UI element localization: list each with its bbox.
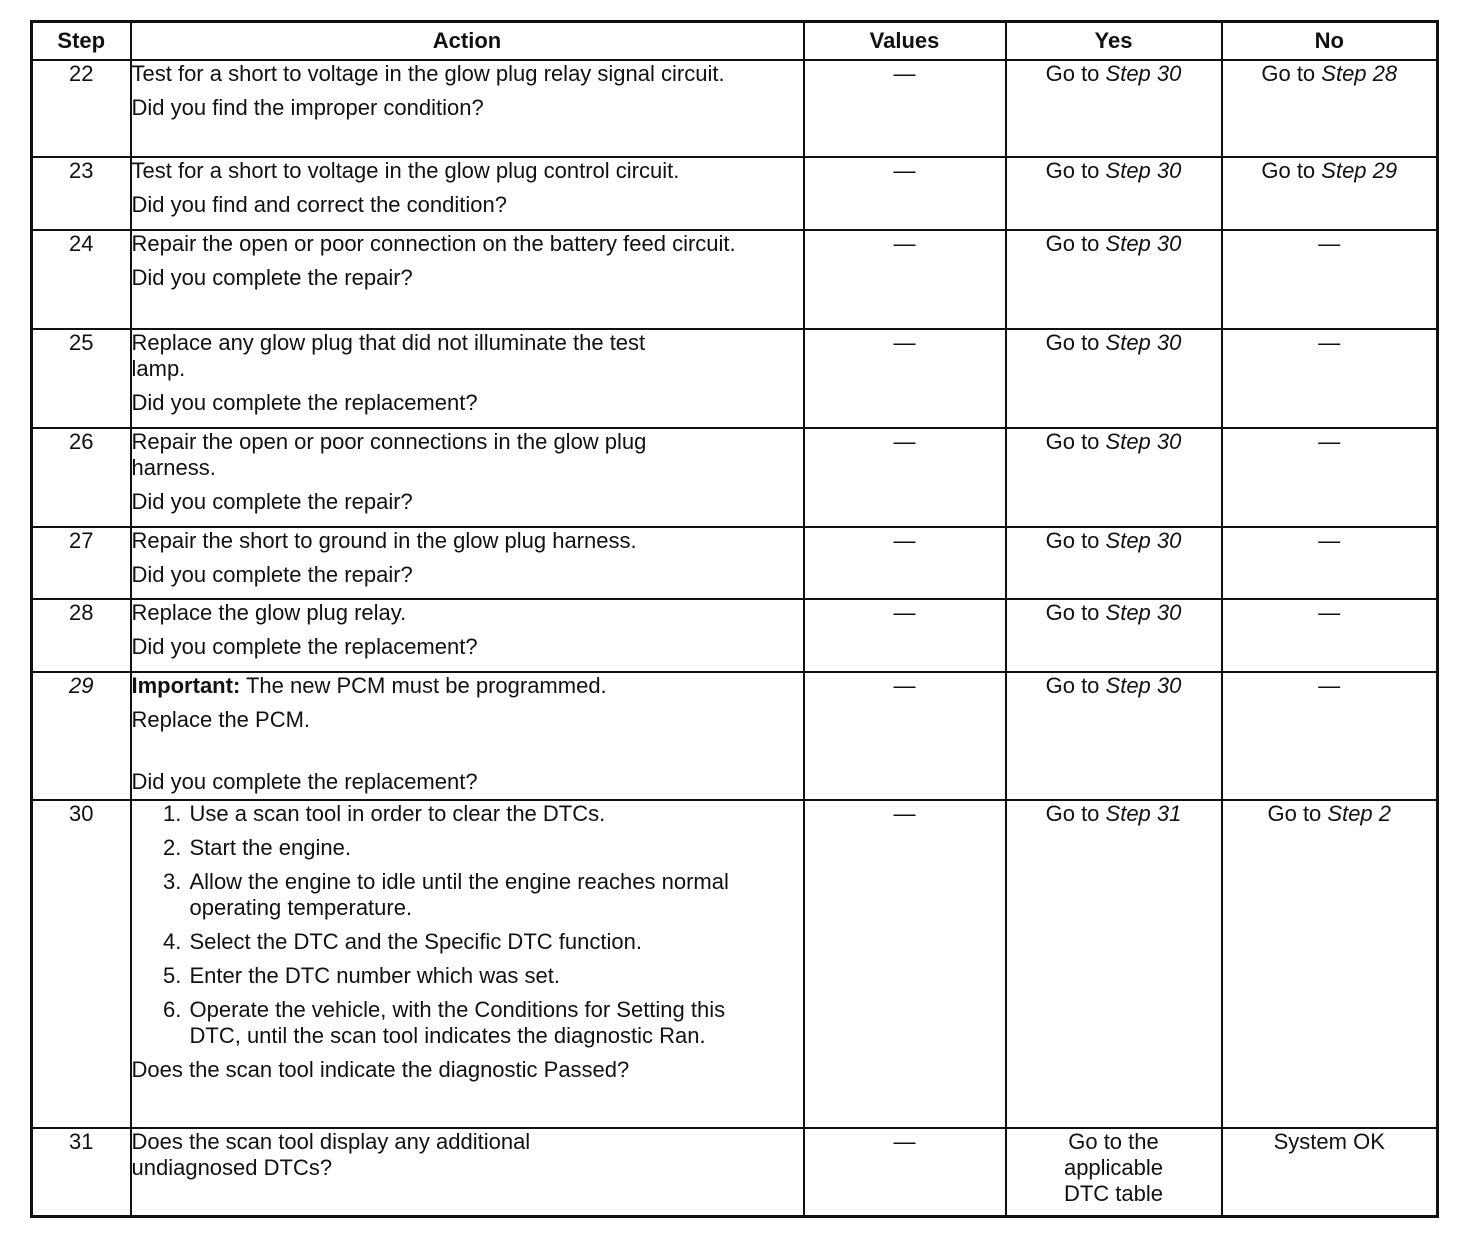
diagnostic-table [30, 20, 1439, 1218]
yes-cell [1006, 157, 1222, 230]
list-item: 6. Operate the vehicle, with the Conditions for Setting this DTC, until the scan tool indicates the diagnostic Ran. [188, 997, 760, 1049]
goto-target: Step 30 [1105, 673, 1182, 698]
yes-goto [1007, 600, 1221, 626]
table-row [32, 527, 1438, 599]
action-cell [131, 157, 804, 230]
yes-goto [1007, 61, 1221, 87]
no-cell: — [1222, 329, 1438, 428]
goto-target: Step 29 [1321, 158, 1398, 183]
step-label: 31 [69, 1129, 94, 1154]
important-note [132, 673, 803, 699]
step-number [32, 599, 131, 672]
action-question: Did you complete the replacement? [131, 769, 478, 794]
goto-prefix: Go to [1267, 801, 1328, 826]
yes-line: Go to the [1068, 1129, 1159, 1154]
values-cell: — [804, 599, 1006, 672]
step-label: 30 [69, 801, 94, 826]
table-row [32, 599, 1438, 672]
no-cell [1222, 800, 1438, 1128]
step-number [32, 672, 131, 800]
action-text: Repair the open or poor connection on the battery feed circuit. [131, 231, 736, 256]
action-text: Replace any glow plug that did not illuminate the test lamp. [131, 330, 646, 381]
list-item: 2. Start the engine. [188, 835, 803, 861]
no-cell: — [1222, 527, 1438, 599]
yes-goto [1007, 801, 1221, 827]
goto-target: Step 30 [1105, 231, 1182, 256]
goto-prefix: Go to [1261, 158, 1322, 183]
action-cell [131, 329, 804, 428]
step-label: 26 [69, 429, 94, 454]
table-row [32, 329, 1438, 428]
action-cell [131, 527, 804, 599]
action-question: Does the scan tool display any additional undiagnosed DTCs? [131, 1129, 531, 1180]
goto-target: Step 30 [1105, 158, 1182, 183]
yes-cell [1006, 329, 1222, 428]
goto-prefix: Go to [1045, 330, 1106, 355]
no-goto [1223, 158, 1437, 184]
list-item: 3. Allow the engine to idle until the engine reaches normal operating temperature. [188, 869, 730, 921]
values-cell: — [804, 527, 1006, 599]
action-text: Test for a short to voltage in the glow plug control circuit. [131, 158, 680, 183]
table-row [32, 157, 1438, 230]
values-cell: — [804, 230, 1006, 329]
values-cell: — [804, 428, 1006, 527]
action-cell [131, 599, 804, 672]
yes-goto [1007, 528, 1221, 554]
goto-target: Step 28 [1321, 61, 1398, 86]
header-yes: Yes [1006, 22, 1222, 61]
list-item: 1. Use a scan tool in order to clear the DTCs. [188, 801, 803, 827]
values-cell: — [804, 1128, 1006, 1216]
action-text: Repair the open or poor connections in the glow plug harness. [131, 429, 647, 480]
step-label: 23 [69, 158, 94, 183]
table-row [32, 428, 1438, 527]
values-cell: — [804, 329, 1006, 428]
goto-target: Step 31 [1105, 801, 1182, 826]
important-text: The new PCM must be programmed. [240, 673, 607, 698]
header-values: Values [804, 22, 1006, 61]
action-question: Does the scan tool indicate the diagnostic Passed? [131, 1057, 630, 1082]
table-row [32, 60, 1438, 157]
yes-cell [1006, 527, 1222, 599]
goto-prefix: Go to [1045, 61, 1106, 86]
yes-cell [1006, 230, 1222, 329]
yes-cell [1006, 428, 1222, 527]
action-question: Did you complete the repair? [131, 489, 413, 514]
no-cell: — [1222, 428, 1438, 527]
header-no: No [1222, 22, 1438, 61]
header-action: Action [131, 22, 804, 61]
action-text: Replace the glow plug relay. [131, 600, 407, 625]
goto-prefix: Go to [1045, 231, 1106, 256]
goto-target: Step 30 [1105, 429, 1182, 454]
goto-prefix: Go to [1261, 61, 1322, 86]
yes-goto [1007, 158, 1221, 184]
no-cell: — [1222, 599, 1438, 672]
yes-goto [1007, 330, 1221, 356]
goto-prefix: Go to [1045, 429, 1106, 454]
action-cell [131, 800, 804, 1128]
yes-cell [1006, 599, 1222, 672]
action-cell [131, 672, 804, 800]
values-cell: — [804, 157, 1006, 230]
step-number [32, 157, 131, 230]
document-page [30, 20, 1436, 1218]
step-number [32, 329, 131, 428]
goto-target: Step 30 [1105, 330, 1182, 355]
goto-target: Step 2 [1327, 801, 1392, 826]
no-cell [1222, 1128, 1438, 1216]
goto-prefix: Go to [1045, 158, 1106, 183]
no-result: System OK [1273, 1129, 1385, 1154]
no-goto [1223, 801, 1437, 827]
goto-target: Step 30 [1105, 61, 1182, 86]
step-number [32, 230, 131, 329]
step-label: 22 [69, 61, 94, 86]
action-cell [131, 1128, 804, 1216]
action-question: Did you complete the replacement? [131, 390, 478, 415]
yes-line: applicable [1063, 1155, 1164, 1180]
action-text: Repair the short to ground in the glow plug harness. [131, 528, 637, 553]
procedure-list [132, 801, 803, 1049]
yes-cell [1006, 1128, 1222, 1216]
action-cell [131, 428, 804, 527]
step-label: 25 [69, 330, 94, 355]
goto-target: Step 30 [1105, 528, 1182, 553]
step-number [32, 60, 131, 157]
goto-target: Step 30 [1105, 600, 1182, 625]
action-question: Did you complete the repair? [131, 562, 413, 587]
goto-prefix: Go to [1045, 600, 1106, 625]
yes-cell [1006, 800, 1222, 1128]
no-cell [1222, 157, 1438, 230]
step-label: 29 [69, 673, 94, 698]
values-cell: — [804, 60, 1006, 157]
action-question: Did you find the improper condition? [131, 95, 484, 120]
action-question: Did you complete the repair? [131, 265, 413, 290]
values-cell: — [804, 672, 1006, 800]
table-header-row [32, 22, 1438, 61]
table-row [32, 800, 1438, 1128]
goto-prefix: Go to [1045, 673, 1106, 698]
values-cell: — [804, 800, 1006, 1128]
action-cell [131, 230, 804, 329]
step-label: 24 [69, 231, 94, 256]
action-text: Replace the PCM. [131, 707, 311, 732]
action-text: Test for a short to voltage in the glow plug relay signal circuit. [131, 61, 725, 86]
no-goto [1223, 61, 1437, 87]
step-label: 27 [69, 528, 94, 553]
spacer [132, 741, 803, 769]
action-question: Did you find and correct the condition? [131, 192, 507, 217]
table-row [32, 230, 1438, 329]
step-number [32, 428, 131, 527]
yes-cell [1006, 672, 1222, 800]
goto-prefix: Go to [1045, 528, 1106, 553]
step-label: 28 [69, 600, 94, 625]
important-label: Important: [131, 673, 241, 698]
step-number [32, 800, 131, 1128]
no-cell: — [1222, 230, 1438, 329]
step-number [32, 527, 131, 599]
list-item: 4. Select the DTC and the Specific DTC function. [188, 929, 803, 955]
action-question: Did you complete the replacement? [131, 634, 478, 659]
table-row [32, 1128, 1438, 1216]
header-step: Step [32, 22, 131, 61]
yes-cell [1006, 60, 1222, 157]
table-row [32, 672, 1438, 800]
step-number [32, 1128, 131, 1216]
yes-line: DTC table [1063, 1181, 1164, 1206]
list-item: 5. Enter the DTC number which was set. [188, 963, 803, 989]
no-cell: — [1222, 672, 1438, 800]
yes-goto [1007, 673, 1221, 699]
action-cell [131, 60, 804, 157]
no-cell [1222, 60, 1438, 157]
goto-prefix: Go to [1045, 801, 1106, 826]
yes-goto [1007, 429, 1221, 455]
yes-goto [1007, 231, 1221, 257]
